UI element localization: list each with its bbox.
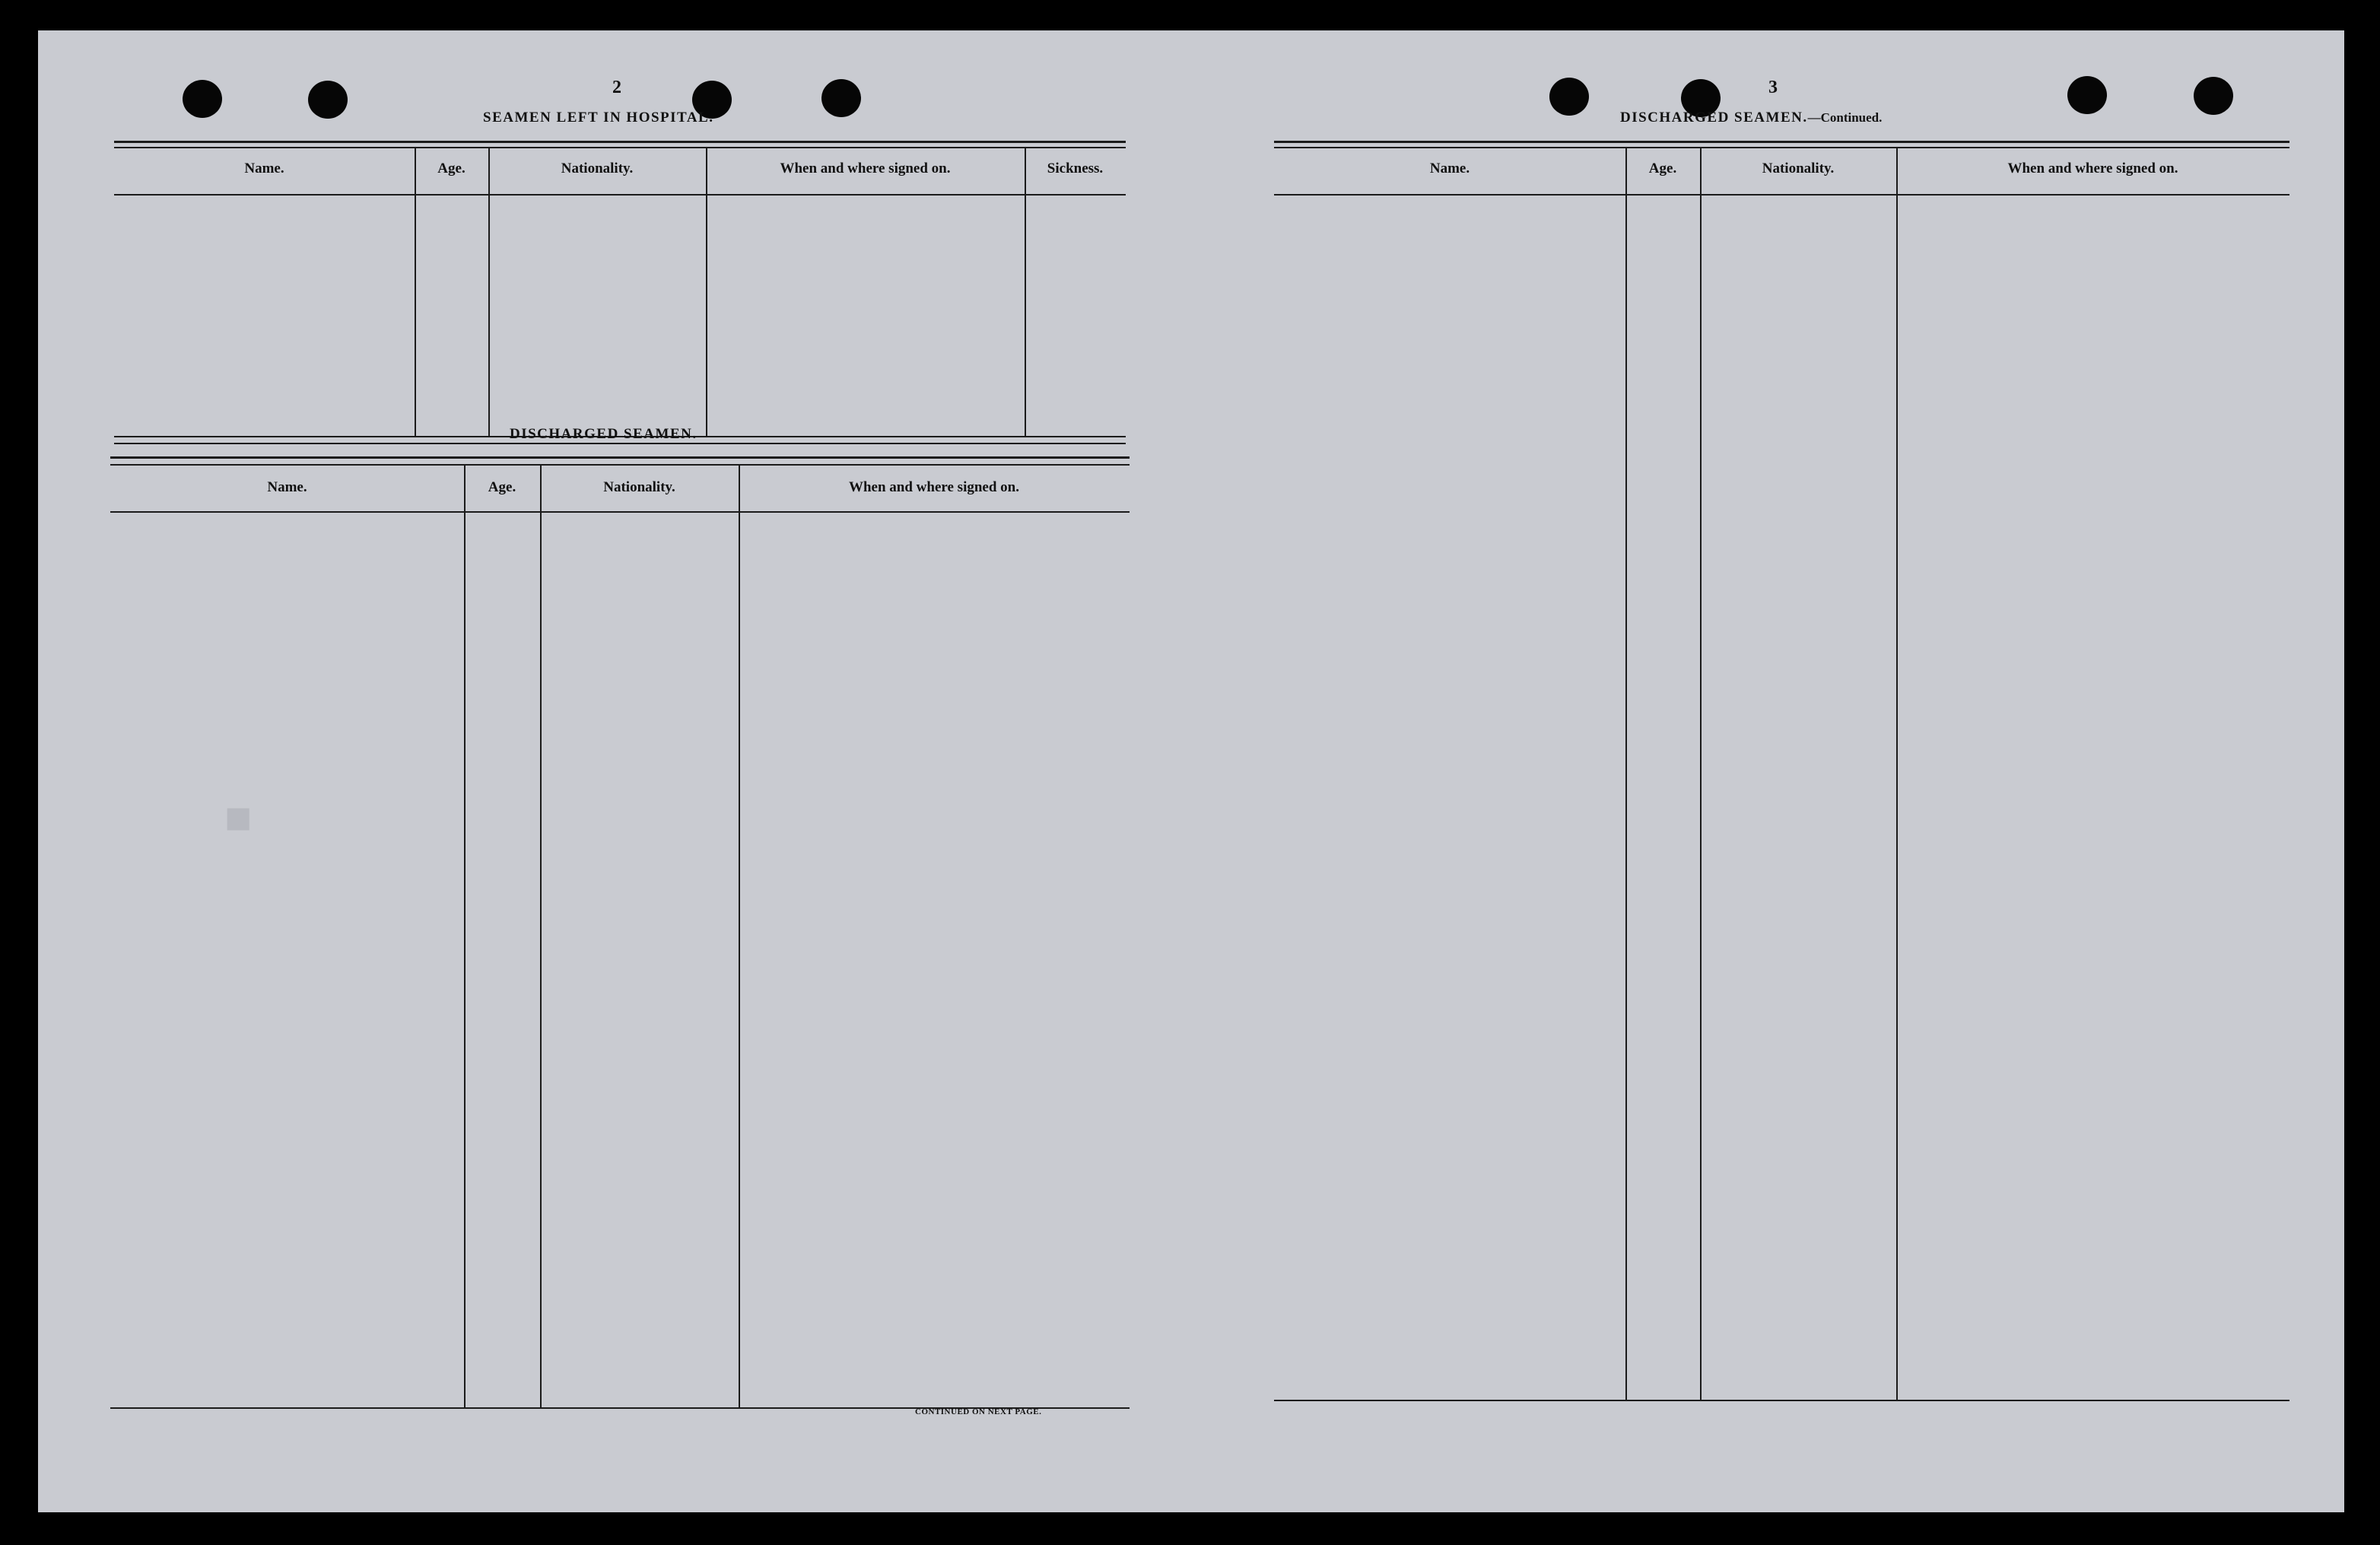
page-number-right: 3 [1768, 78, 1778, 97]
col-header-nationality: Nationality. [1762, 161, 1835, 176]
ruled-line [110, 785, 1130, 787]
col-header-nationality: Nationality. [603, 479, 675, 495]
ruled-line [110, 1098, 1130, 1099]
ruled-line [110, 1168, 1130, 1169]
punch-hole [183, 80, 222, 118]
discharged-rows-right [1274, 141, 2289, 1396]
discharged-continued-title [1620, 110, 1882, 126]
col-header-nationality: Nationality. [561, 161, 634, 176]
ruled-line [1274, 437, 2289, 439]
ruled-line [1274, 263, 2289, 265]
ruled-line [1274, 402, 2289, 404]
ruled-line [1274, 612, 2289, 613]
title-continued: —Continued. [1807, 110, 1883, 125]
col-header-name: Name. [267, 479, 307, 495]
col-header-signed-on: When and where signed on. [848, 479, 1019, 495]
col-header-signed-on: When and where signed on. [780, 161, 951, 176]
ruled-line [110, 854, 1130, 856]
ruled-line [110, 820, 1130, 822]
ruled-line [1274, 1064, 2289, 1066]
col-header-age: Age. [437, 161, 466, 176]
ruled-line [1274, 577, 2289, 578]
ruled-line [110, 1028, 1130, 1030]
ruled-line [1274, 507, 2289, 508]
col-header-name: Name. [244, 161, 284, 176]
ruled-line [110, 750, 1130, 752]
ruled-line [110, 1202, 1130, 1203]
ruled-line [110, 1237, 1130, 1238]
ruled-line [110, 681, 1130, 682]
ruled-line [110, 611, 1130, 612]
ruled-line [1274, 925, 2289, 927]
ruled-line [1274, 1378, 2289, 1379]
ruled-line [1274, 716, 2289, 717]
ruled-line [1274, 855, 2289, 857]
ruled-line [1274, 1238, 2289, 1240]
ruled-line [1274, 890, 2289, 892]
hospital-section-title: SEAMEN LEFT IN HOSPITAL. [483, 110, 714, 126]
ruled-line [1274, 1029, 2289, 1031]
ruled-line [1274, 960, 2289, 962]
ruled-line [110, 542, 1130, 543]
ruled-line [110, 1133, 1130, 1134]
ruled-line [1274, 332, 2289, 334]
punch-hole [821, 79, 861, 117]
ruled-line [1274, 1099, 2289, 1101]
ruled-line [110, 646, 1130, 647]
punch-hole [2067, 76, 2107, 114]
ruled-line [110, 1306, 1130, 1308]
ruled-line [1274, 821, 2289, 822]
ruled-line [110, 993, 1130, 995]
ruled-line [1274, 298, 2289, 300]
ruled-line [110, 889, 1130, 891]
ruled-line [110, 716, 1130, 717]
ruled-line [110, 958, 1130, 960]
ruled-line [1274, 228, 2289, 230]
ruled-line [110, 1063, 1130, 1065]
col-header-sickness: Sickness. [1047, 161, 1104, 176]
ruled-line [1274, 1343, 2289, 1345]
ruled-line [110, 1341, 1130, 1343]
ruled-line [110, 1272, 1130, 1273]
ruled-line [1274, 1308, 2289, 1310]
form-sheet [38, 30, 2344, 1512]
ruled-line [1274, 647, 2289, 648]
ruled-line [110, 1376, 1130, 1378]
col-header-age: Age. [1648, 161, 1677, 176]
title-main: DISCHARGED SEAMEN. [1620, 110, 1808, 126]
ruled-line [1274, 1134, 2289, 1136]
col-header-age: Age. [488, 479, 516, 495]
punch-hole [1549, 78, 1589, 116]
ruled-line [110, 924, 1130, 926]
col-header-signed-on: When and where signed on. [2007, 161, 2178, 176]
ruled-line [1274, 542, 2289, 543]
ruled-line [1274, 1203, 2289, 1205]
col-header-name: Name. [1429, 161, 1470, 176]
ruled-line [1274, 367, 2289, 369]
punch-hole [2194, 77, 2233, 115]
discharged-rows-left [110, 456, 1130, 1407]
ruled-line [1274, 786, 2289, 787]
ruled-line [1274, 1169, 2289, 1171]
ruled-line [1274, 995, 2289, 997]
ruled-line [1274, 1273, 2289, 1275]
bleed-through-mark: ■ [224, 792, 253, 843]
punch-hole [308, 81, 348, 119]
hospital-rows [114, 141, 1126, 437]
ruled-line [110, 577, 1130, 578]
page-number-left: 2 [612, 78, 621, 97]
ruled-line [1274, 751, 2289, 752]
ruled-line [1274, 472, 2289, 474]
continued-note: CONTINUED ON NEXT PAGE. [915, 1407, 1042, 1416]
discharged-section-title: DISCHARGED SEAMEN. [510, 426, 697, 442]
ruled-line [1274, 681, 2289, 682]
